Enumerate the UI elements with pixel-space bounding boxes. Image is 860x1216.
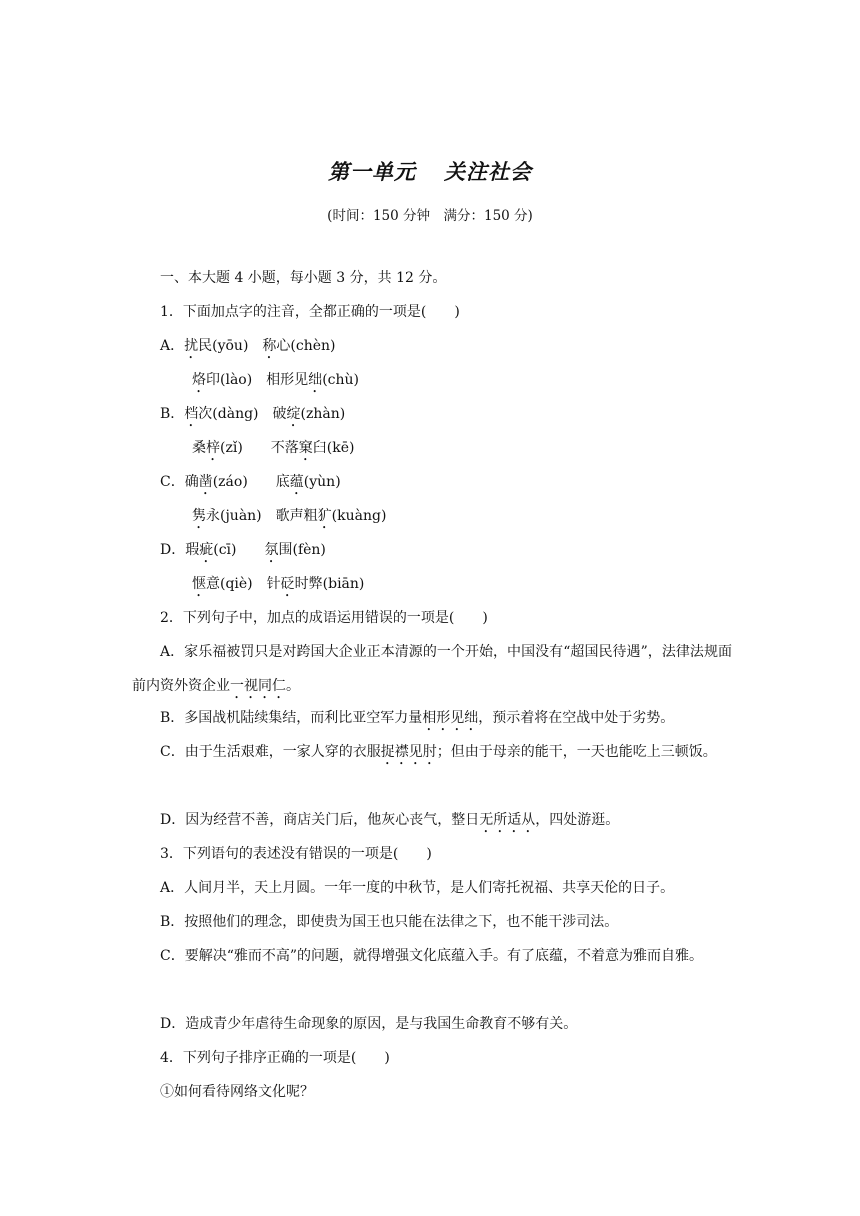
- q1-option-a-line2: 烙印(lào) 相形见绌(chù): [192, 372, 359, 388]
- exam-info: (时间：150 分钟 满分：150 分): [327, 208, 533, 224]
- title-part1: 第一单元: [328, 159, 416, 184]
- q1-option-a-line1: A．扰民(yōu) 称心(chèn): [160, 338, 336, 354]
- dotted-char: 扰: [184, 338, 199, 354]
- q2-option-c: C．由于生活艰难，一家人穿的衣服捉襟见肘；但由于母亲的能干，一天也能吃上三顿饭。: [160, 744, 717, 760]
- section-heading: 一、本大题 4 小题，每小题 3 分，共 12 分。: [160, 270, 447, 286]
- dotted-char: 烙: [192, 372, 206, 388]
- dotted-char: 窠: [298, 440, 313, 456]
- q2-option-d: D．因为经营不善，商店关门后，他灰心丧气，整日无所适从，四处游逛。: [160, 812, 620, 828]
- dotted-idiom: 一视同仁: [230, 678, 286, 694]
- q2-option-b: B．多国战机陆续集结，而利比亚空军力量相形见绌，预示着将在空战中处于劣势。: [160, 710, 675, 726]
- q2-option-a: A．家乐福被罚只是对跨国大企业正本清源的一个开始，中国没有“超国民待遇”，法律法规面前内资外资企业一视同仁。: [132, 644, 732, 694]
- dotted-char: 惬: [192, 576, 206, 592]
- dotted-char: 疵: [199, 542, 214, 558]
- dotted-idiom: 捉襟见肘: [380, 744, 437, 760]
- dotted-idiom: 相形见绌: [422, 710, 479, 726]
- q3-option-a: A．人间月半，天上月圆。一年一度的中秋节，是人们寄托祝福、共享天伦的日子。: [160, 880, 675, 896]
- q1-option-d-line2: 惬意(qiè) 针砭时弊(biān): [192, 576, 365, 592]
- q3-option-d: D．造成青少年虐待生命现象的原因，是与我国生命教育不够有关。: [160, 1016, 578, 1032]
- q1-option-c-line2: 隽永(juàn) 歌声粗犷(kuàng): [192, 508, 387, 524]
- dotted-char: 隽: [192, 508, 206, 524]
- q4-sentence-1: ①如何看待网络文化呢？: [160, 1084, 314, 1100]
- q1-stem: 1．下面加点字的注音，全都正确的一项是( ): [160, 304, 460, 320]
- dotted-char: 绌: [308, 372, 323, 388]
- q3-option-b: B．按照他们的理念，即使贵为国王也只能在法律之下，也不能干涉司法。: [160, 914, 619, 930]
- dotted-char: 梓: [206, 440, 220, 456]
- q1-option-c-line1: C．确凿(záo) 底蕴(yùn): [160, 474, 341, 490]
- dotted-char: 称: [262, 338, 277, 354]
- dotted-char: 档: [184, 406, 199, 422]
- q1-option-b-line1: B．档次(dàng) 破绽(zhàn): [160, 406, 346, 422]
- dotted-char: 砭: [280, 576, 295, 592]
- q1-option-d-line1: D．瑕疵(cī) 氛围(fèn): [160, 542, 326, 558]
- q4-stem: 4．下列句子排序正确的一项是( ): [160, 1050, 390, 1066]
- q2-stem: 2．下列句子中，加点的成语运用错误的一项是( ): [160, 610, 488, 626]
- dotted-char: 蕴: [289, 474, 304, 490]
- page-title: [0, 156, 860, 186]
- q3-option-c: C．要解决“雅而不高”的问题，就得增强文化底蕴入手。有了底蕴，不着意为雅而自雅。: [160, 948, 704, 964]
- dotted-char: 绽: [286, 406, 301, 422]
- dotted-char: 氛: [264, 542, 279, 558]
- dotted-char: 犷: [317, 508, 332, 524]
- q3-stem: 3．下列语句的表述没有错误的一项是( ): [160, 846, 432, 862]
- q1-option-b-line2: 桑梓(zǐ) 不落窠臼(kē): [192, 440, 355, 456]
- dotted-idiom: 无所适从: [479, 812, 536, 828]
- title-part2: 关注社会: [444, 159, 532, 184]
- dotted-char: 凿: [198, 474, 213, 490]
